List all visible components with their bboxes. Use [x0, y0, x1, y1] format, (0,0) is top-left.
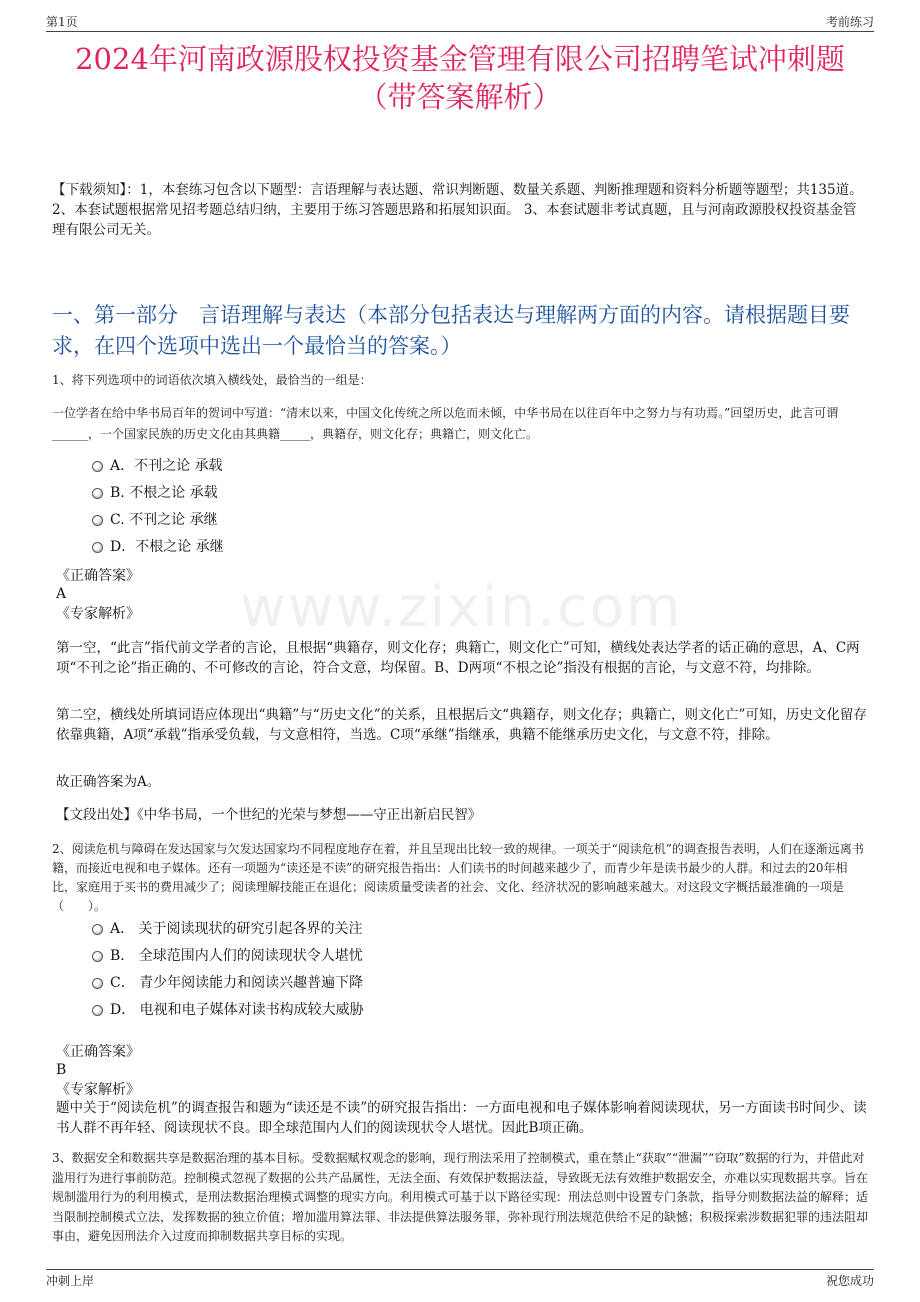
radio-icon[interactable] [92, 924, 103, 935]
radio-icon[interactable] [92, 488, 103, 499]
q2-option-b[interactable]: B． 全球范围内人们的阅读现状令人堪忧 [92, 946, 363, 966]
q1-analysis-label: 《专家解析》 [56, 606, 140, 622]
radio-icon[interactable] [92, 1005, 103, 1016]
question-1-stem: 1、将下列选项中的词语依次填入横线处，最恰当的一组是： [52, 373, 372, 387]
q1-answer: A [56, 586, 67, 602]
q1-source: 【文段出处】《中华书局，一个世纪的光荣与梦想——守正出新启民智》 [56, 807, 482, 823]
q2-analysis-paragraph-1: 题中关于“阅读危机”的调查报告和题为“读还是不读”的研究报告指出：一方面电视和电子媒体影响着阅读现状，另一方面读书时间少、读书人群不再年轻、阅读现状不良。即全球范围内人们的阅读现状令人堪忧。因此B项正确。 [56, 1100, 867, 1136]
radio-icon[interactable] [92, 542, 103, 553]
question-2-stem: 2、阅读危机与障碍在发达国家与欠发达国家均不同程度地存在着，并且呈现出比较一致的规律。一项关于“阅读危机”的调查报告表明，人们在逐渐远离书籍，而接近电视和电子媒体。还有一项题为“读还是不读”的研究报告指出：人们读书的时间越来越少了，而青少年是读书最少的人群。和过去的20年相比，家庭用于买书的费用减少了；阅读理解技能正在退化；阅读质量受读者的社会、文化、经济状况的影响越来越大。对这段文字概括最准确的一项是（ ）。 [52, 842, 864, 913]
q1-analysis-paragraph-1: 第一空，“此言”指代前文学者的言论，且根据“典籍存，则文化存；典籍亡，则文化亡”可知，横线处表达学者的话正确的意思，A、C两项“不刊之论”指正确的、不可修改的言论，符合文意，均保留。B、D两项“不根之论”指没有根据的言论，与文意不符，均排除。 [56, 640, 860, 676]
q1-analysis-conclusion: 故正确答案为A。 [56, 774, 161, 790]
footer-divider [46, 1269, 874, 1270]
title-line-1: 2024年河南政源股权投资基金管理有限公司招聘笔试冲刺题 [75, 42, 845, 76]
header-right-label: 考前练习 [825, 15, 874, 29]
radio-icon[interactable] [92, 515, 103, 526]
q1-analysis-paragraph-2: 第二空，横线处所填词语应体现出“典籍”与“历史文化”的关系，且根据后文“典籍存，则文化存；典籍亡，则文化亡”可知，历史文化留存依靠典籍，A项“承载”指承受负载，与文意相符，当选。C项“承继”指继承，典籍不能继承历史文化，与文意不符，排除。 [56, 707, 867, 743]
page-number: 第1页 [46, 15, 78, 29]
q2-answer: B [56, 1062, 67, 1078]
question-3-stem: 3、数据安全和数据共享是数据治理的基本目标。受数据赋权观念的影响，现行刑法采用了控制模式，重在禁止“获取”“泄漏”“窃取”数据的行为，并借此对滥用行为进行事前防范。控制模式忽视了数据的公共产品属性，无法全面、有效保护数据法益，导致既无法有效维护数据安全，亦难以实现数据共享。旨在规制滥用行为的利用模式，是刑法数据治理模式调整的现实方向。利用模式可基于以下路径实现：刑法总则中设置专门条款，指导分则数据法益的解释；适当限制控制模式立法，发挥数据的独立价值；增加滥用算法罪、非法提供算法服务罪，弥补现行刑法规范供给不足的缺憾；积极探索涉数据犯罪的违法阻却事由，避免因刑法介入过度而抑制数据共享目标的实现。 [52, 1151, 869, 1243]
q2-analysis-label: 《专家解析》 [56, 1082, 140, 1098]
q1-option-b[interactable]: B. 不根之论 承载 [92, 483, 218, 503]
footer-right-label: 祝您成功 [825, 1274, 874, 1288]
q2-answer-label: 《正确答案》 [56, 1044, 140, 1060]
radio-icon[interactable] [92, 951, 103, 962]
q1-answer-label: 《正确答案》 [56, 568, 140, 584]
q2-option-d[interactable]: D． 电视和电子媒体对读书构成较大威胁 [92, 1000, 364, 1020]
header-divider [46, 31, 874, 32]
download-note: 【下载须知】：1，本套练习包含以下题型：言语理解与表达题、常识判断题、数量关系题、判断推理题和资料分析题等题型；共135道。 2、本套试题根据常见招考题总结归纳，主要用于练习答题思路和拓展知识面。 3、本套试题非考试真题，且与河南政源股权投资基金管理有限公司无关。 [52, 182, 863, 238]
q1-option-c[interactable]: C. 不刊之论 承继 [92, 510, 218, 530]
question-1-passage: 一位学者在给中华书局百年的贺词中写道：“清末以来，中国文化传统之所以危而未倾，中华书局在以往百年中之努力与有功焉。”回望历史，此言可谓______，一个国家民族的历史文化由其典籍_____，典籍存，则文化存；典籍亡，则文化亡。 [52, 406, 839, 441]
q1-option-d[interactable]: D．不根之论 承继 [92, 537, 224, 557]
watermark: www.zixin.com [240, 575, 683, 640]
radio-icon[interactable] [92, 978, 103, 989]
q2-option-a[interactable]: A． 关于阅读现状的研究引起各界的关注 [92, 919, 363, 939]
title-line-2: （带答案解析） [358, 80, 562, 114]
q2-option-c[interactable]: C． 青少年阅读能力和阅读兴趣普遍下降 [92, 973, 363, 993]
page-title [40, 40, 880, 116]
footer-left-label: 冲刺上岸 [46, 1274, 95, 1288]
radio-icon[interactable] [92, 461, 103, 472]
q1-option-a[interactable]: A．不刊之论 承载 [92, 456, 223, 476]
section-heading: 一、第一部分 言语理解与表达（本部分包括表达与理解两方面的内容。请根据题目要求，在四个选项中选出一个最恰当的答案。） [52, 303, 850, 358]
